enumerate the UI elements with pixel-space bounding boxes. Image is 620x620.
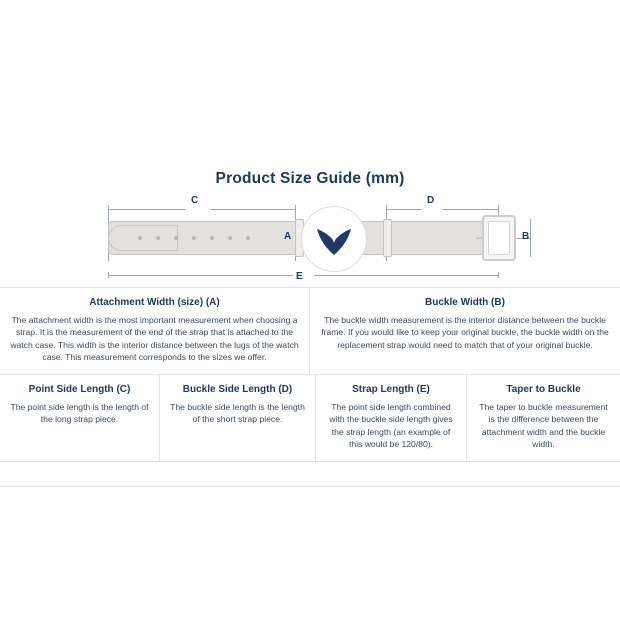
page-title: Product Size Guide (mm) [215, 170, 405, 187]
tick-e-right [498, 272, 499, 278]
table-cell-buckle-width [310, 288, 620, 374]
dim-line-e-b [314, 275, 498, 276]
strap-diagram [90, 195, 530, 285]
cell-text: The attachment width is the most important measurement when choosing a strap. It is the measurement of the end of the strap that is attached to the watch case. This width is the interior distance between the lugs of the watch case. This measurement corresponds to the sizes we offer. [10, 315, 299, 363]
column-header: Buckle Side Length (D) [182, 383, 293, 395]
cell-text: The buckle side length is the length of the short strap piece. [170, 401, 305, 425]
dim-line-c-b [210, 209, 295, 210]
strap-keeper-loop-2 [383, 219, 392, 257]
table-bottom-spacer [0, 461, 620, 486]
table-cell-attachment-width [0, 288, 310, 374]
buckle-inner-opening [488, 221, 510, 255]
dim-line-e-a [108, 275, 293, 276]
dimension-label-a: A [284, 231, 292, 242]
table-row [0, 374, 620, 461]
cell-text: The taper to buckle measurement is the difference between the attachment width and the buckle width. [479, 401, 608, 450]
dimension-label-e: E [296, 271, 303, 282]
cell-text: The buckle width measurement is the interior distance between the buckle frame. If you would like to keep your original buckle, the buckle width on the replacement strap would need to match that of your original buckle. [321, 315, 609, 350]
dimension-label-d: D [427, 195, 435, 206]
column-header: Strap Length (E) [352, 383, 430, 395]
size-guide-table [0, 287, 620, 487]
dim-line-d-b [442, 209, 498, 210]
cell-text: The point side length combined with the buckle side length gives the strap length (an example of this would be 120/80). [329, 401, 453, 450]
dim-line-c-a [108, 209, 186, 210]
column-header: Point Side Length (C) [28, 383, 131, 395]
tick-e-left [108, 272, 109, 278]
column-header: Taper to Buckle [506, 383, 581, 395]
dimension-label-b: B [522, 231, 530, 242]
column-header: Buckle Width (B) [425, 297, 505, 308]
strap-holes [138, 236, 258, 241]
column-header: Attachment Width (size) (A) [89, 297, 220, 308]
dim-line-d-a [386, 209, 422, 210]
table-row [0, 288, 620, 374]
guide-line-b [530, 219, 531, 257]
table-cell-taper-to-buckle [467, 375, 620, 461]
leaf-logo-icon [313, 222, 355, 256]
table-cell-point-side-length [0, 375, 160, 461]
table-cell-buckle-side-length [160, 375, 316, 461]
dimension-label-c: C [191, 195, 199, 206]
cell-text: The point side length is the length of the long strap piece. [10, 401, 149, 425]
watch-case-logo [301, 206, 367, 272]
table-cell-strap-length [316, 375, 467, 461]
